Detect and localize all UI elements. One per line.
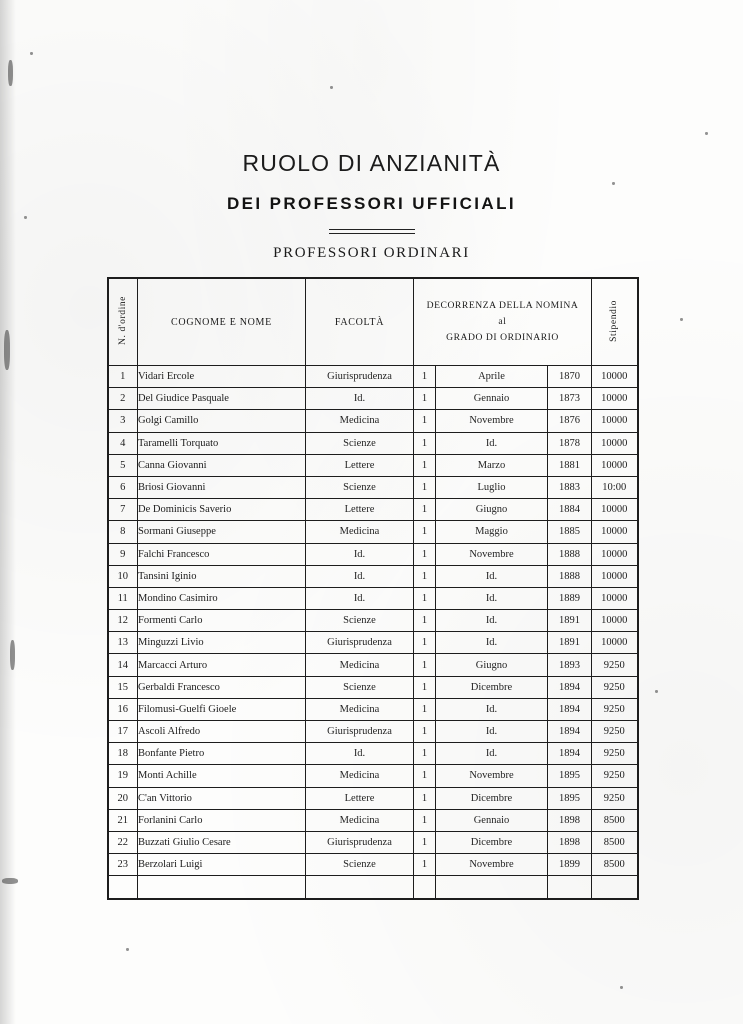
cell-day: 1: [414, 587, 436, 609]
cell-name: Berzolari Luigi: [138, 854, 306, 876]
cell-name: Sormani Giuseppe: [138, 521, 306, 543]
cell-day: 1: [414, 654, 436, 676]
column-header-order-no: [108, 278, 138, 366]
table-row: [108, 476, 638, 498]
cell-year: 1881: [548, 454, 592, 476]
cell-faculty: Lettere: [306, 499, 414, 521]
cell-day: 1: [414, 410, 436, 432]
cell-day: 1: [414, 499, 436, 521]
cell-faculty: Lettere: [306, 787, 414, 809]
cell-faculty: Medicina: [306, 654, 414, 676]
cell-order-no: 10: [108, 565, 138, 587]
table-row: [108, 809, 638, 831]
cell-month: Dicembre: [436, 676, 548, 698]
cell-faculty: Medicina: [306, 410, 414, 432]
cell-empty: [548, 876, 592, 899]
cell-order-no: 14: [108, 654, 138, 676]
cell-order-no: 3: [108, 410, 138, 432]
cell-faculty: Giurisprudenza: [306, 831, 414, 853]
cell-year: 1878: [548, 432, 592, 454]
table-row: [108, 787, 638, 809]
cell-salary: 9250: [592, 721, 638, 743]
table-row: [108, 565, 638, 587]
table-header: [108, 278, 638, 366]
cell-order-no: 7: [108, 499, 138, 521]
cell-month: Id.: [436, 632, 548, 654]
table-row: [108, 521, 638, 543]
cell-order-no: 18: [108, 743, 138, 765]
table-row: [108, 831, 638, 853]
cell-salary: 8500: [592, 831, 638, 853]
cell-salary: 8500: [592, 809, 638, 831]
cell-month: Id.: [436, 743, 548, 765]
cell-faculty: Medicina: [306, 521, 414, 543]
cell-name: Falchi Francesco: [138, 543, 306, 565]
cell-name: Filomusi-Guelfi Gioele: [138, 698, 306, 720]
cell-name: Golgi Camillo: [138, 410, 306, 432]
cell-year: 1894: [548, 721, 592, 743]
column-header-salary: [592, 278, 638, 366]
cell-name: Mondino Casimiro: [138, 587, 306, 609]
cell-salary: 10000: [592, 587, 638, 609]
cell-name: Del Giudice Pasquale: [138, 388, 306, 410]
cell-day: 1: [414, 632, 436, 654]
cell-faculty: Medicina: [306, 765, 414, 787]
table-row: [108, 765, 638, 787]
cell-year: 1898: [548, 809, 592, 831]
cell-order-no: 9: [108, 543, 138, 565]
table-row: [108, 610, 638, 632]
cell-empty: [592, 876, 638, 899]
table-row: [108, 743, 638, 765]
cell-order-no: 15: [108, 676, 138, 698]
cell-salary: 10000: [592, 410, 638, 432]
page-title: RUOLO DI ANZIANITÀ: [242, 150, 501, 176]
cell-salary: 10000: [592, 565, 638, 587]
table-row: [108, 499, 638, 521]
cell-order-no: 20: [108, 787, 138, 809]
cell-name: Bonfante Pietro: [138, 743, 306, 765]
cell-name: Taramelli Torquato: [138, 432, 306, 454]
cell-day: 1: [414, 388, 436, 410]
cell-year: 1899: [548, 854, 592, 876]
cell-name: C'an Vittorio: [138, 787, 306, 809]
cell-salary: 9250: [592, 676, 638, 698]
table-row: [108, 721, 638, 743]
cell-day: 1: [414, 831, 436, 853]
cell-name: Canna Giovanni: [138, 454, 306, 476]
appointment-line-1: DECORRENZA DELLA NOMINA: [426, 299, 579, 311]
cell-day: 1: [414, 721, 436, 743]
table-row: [108, 432, 638, 454]
cell-faculty: Id.: [306, 543, 414, 565]
cell-salary: 10000: [592, 610, 638, 632]
cell-day: 1: [414, 610, 436, 632]
cell-month: Novembre: [436, 410, 548, 432]
column-header-salary-label: Stipendio: [609, 299, 620, 342]
cell-year: 1891: [548, 632, 592, 654]
cell-name: Tansini Iginio: [138, 565, 306, 587]
cell-name: Briosi Giovanni: [138, 476, 306, 498]
cell-order-no: 13: [108, 632, 138, 654]
cell-order-no: 6: [108, 476, 138, 498]
cell-year: 1895: [548, 787, 592, 809]
cell-day: 1: [414, 521, 436, 543]
cell-order-no: 17: [108, 721, 138, 743]
cell-day: 1: [414, 454, 436, 476]
scan-speck: [620, 986, 623, 989]
cell-day: 1: [414, 565, 436, 587]
cell-month: Id.: [436, 610, 548, 632]
page-subtitle: DEI PROFESSORI UFFICIALI: [226, 194, 516, 213]
table-row: [108, 543, 638, 565]
cell-name: Vidari Ercole: [138, 366, 306, 388]
cell-year: 1888: [548, 543, 592, 565]
cell-empty: [138, 876, 306, 899]
cell-year: 1876: [548, 410, 592, 432]
table-body: [108, 366, 638, 899]
cell-day: 1: [414, 854, 436, 876]
cell-order-no: 8: [108, 521, 138, 543]
cell-empty: [306, 876, 414, 899]
cell-year: 1883: [548, 476, 592, 498]
cell-faculty: Giurisprudenza: [306, 632, 414, 654]
cell-faculty: Scienze: [306, 432, 414, 454]
seniority-table: [107, 277, 639, 900]
cell-day: 1: [414, 676, 436, 698]
table-row: [108, 410, 638, 432]
cell-salary: 10000: [592, 632, 638, 654]
cell-name: Ascoli Alfredo: [138, 721, 306, 743]
cell-month: Id.: [436, 587, 548, 609]
cell-year: 1898: [548, 831, 592, 853]
cell-salary: 10000: [592, 432, 638, 454]
cell-salary: 10000: [592, 366, 638, 388]
cell-faculty: Scienze: [306, 676, 414, 698]
cell-day: 1: [414, 432, 436, 454]
cell-salary: 9250: [592, 698, 638, 720]
cell-faculty: Id.: [306, 743, 414, 765]
cell-name: Minguzzi Livio: [138, 632, 306, 654]
cell-year: 1893: [548, 654, 592, 676]
cell-salary: 10000: [592, 543, 638, 565]
cell-month: Aprile: [436, 366, 548, 388]
cell-month: Id.: [436, 565, 548, 587]
cell-faculty: Scienze: [306, 854, 414, 876]
cell-year: 1888: [548, 565, 592, 587]
cell-faculty: Id.: [306, 565, 414, 587]
column-header-faculty: FACOLTÀ: [306, 278, 414, 366]
cell-name: De Dominicis Saverio: [138, 499, 306, 521]
cell-order-no: 19: [108, 765, 138, 787]
cell-day: 1: [414, 787, 436, 809]
cell-month: Giugno: [436, 499, 548, 521]
cell-salary: 9250: [592, 765, 638, 787]
column-header-appointment: [414, 278, 592, 366]
decorative-rule: [0, 221, 743, 239]
cell-month: Maggio: [436, 521, 548, 543]
table-row: [108, 366, 638, 388]
double-rule: [329, 229, 415, 234]
cell-faculty: Medicina: [306, 809, 414, 831]
cell-name: Marcacci Arturo: [138, 654, 306, 676]
cell-faculty: Scienze: [306, 610, 414, 632]
cell-day: 1: [414, 543, 436, 565]
cell-month: Novembre: [436, 854, 548, 876]
cell-order-no: 4: [108, 432, 138, 454]
cell-faculty: Id.: [306, 587, 414, 609]
table-row: [108, 632, 638, 654]
appointment-line-2: al: [498, 315, 507, 327]
cell-order-no: 11: [108, 587, 138, 609]
cell-year: 1884: [548, 499, 592, 521]
cell-order-no: 12: [108, 610, 138, 632]
cell-day: 1: [414, 476, 436, 498]
cell-year: 1870: [548, 366, 592, 388]
cell-faculty: Scienze: [306, 476, 414, 498]
cell-order-no: 5: [108, 454, 138, 476]
table-row: [108, 454, 638, 476]
cell-day: 1: [414, 809, 436, 831]
cell-salary: 10:00: [592, 476, 638, 498]
cell-year: 1895: [548, 765, 592, 787]
cell-faculty: Giurisprudenza: [306, 366, 414, 388]
cell-order-no: 21: [108, 809, 138, 831]
cell-month: Id.: [436, 432, 548, 454]
column-header-name: COGNOME E NOME: [138, 278, 306, 366]
cell-salary: 9250: [592, 743, 638, 765]
cell-month: Id.: [436, 698, 548, 720]
appointment-line-3: GRADO DI ORDINARIO: [446, 332, 559, 344]
cell-faculty: Lettere: [306, 454, 414, 476]
cell-year: 1891: [548, 610, 592, 632]
cell-order-no: 1: [108, 366, 138, 388]
table-row: [108, 388, 638, 410]
cell-month: Gennaio: [436, 388, 548, 410]
cell-name: Formenti Carlo: [138, 610, 306, 632]
cell-day: 1: [414, 765, 436, 787]
cell-order-no: 23: [108, 854, 138, 876]
cell-order-no: 2: [108, 388, 138, 410]
cell-month: Luglio: [436, 476, 548, 498]
table-row: [108, 854, 638, 876]
cell-empty: [108, 876, 138, 899]
cell-salary: 9250: [592, 654, 638, 676]
cell-salary: 10000: [592, 454, 638, 476]
table-row: [108, 698, 638, 720]
cell-day: 1: [414, 366, 436, 388]
section-title: PROFESSORI ORDINARI: [273, 245, 470, 261]
cell-month: Dicembre: [436, 787, 548, 809]
cell-salary: 10000: [592, 499, 638, 521]
cell-month: Giugno: [436, 654, 548, 676]
cell-name: Forlanini Carlo: [138, 809, 306, 831]
table-row: [108, 587, 638, 609]
cell-salary: 10000: [592, 388, 638, 410]
cell-name: Buzzati Giulio Cesare: [138, 831, 306, 853]
cell-empty: [436, 876, 548, 899]
cell-empty: [414, 876, 436, 899]
cell-year: 1885: [548, 521, 592, 543]
cell-year: 1894: [548, 743, 592, 765]
cell-month: Novembre: [436, 765, 548, 787]
cell-faculty: Id.: [306, 388, 414, 410]
cell-month: Id.: [436, 721, 548, 743]
cell-faculty: Giurisprudenza: [306, 721, 414, 743]
cell-year: 1889: [548, 587, 592, 609]
cell-salary: 9250: [592, 787, 638, 809]
table-row-blank: [108, 876, 638, 899]
column-header-order-no-label: N. d'ordine: [117, 296, 128, 345]
cell-order-no: 22: [108, 831, 138, 853]
cell-name: Monti Achille: [138, 765, 306, 787]
cell-name: Gerbaldi Francesco: [138, 676, 306, 698]
cell-salary: 8500: [592, 854, 638, 876]
cell-month: Gennaio: [436, 809, 548, 831]
cell-month: Novembre: [436, 543, 548, 565]
cell-month: Marzo: [436, 454, 548, 476]
cell-day: 1: [414, 698, 436, 720]
table-row: [108, 676, 638, 698]
cell-year: 1873: [548, 388, 592, 410]
cell-faculty: Medicina: [306, 698, 414, 720]
cell-month: Dicembre: [436, 831, 548, 853]
cell-order-no: 16: [108, 698, 138, 720]
table-row: [108, 654, 638, 676]
cell-salary: 10000: [592, 521, 638, 543]
scan-speck: [126, 948, 129, 951]
cell-year: 1894: [548, 698, 592, 720]
cell-year: 1894: [548, 676, 592, 698]
cell-day: 1: [414, 743, 436, 765]
seniority-table-wrap: [107, 277, 637, 900]
